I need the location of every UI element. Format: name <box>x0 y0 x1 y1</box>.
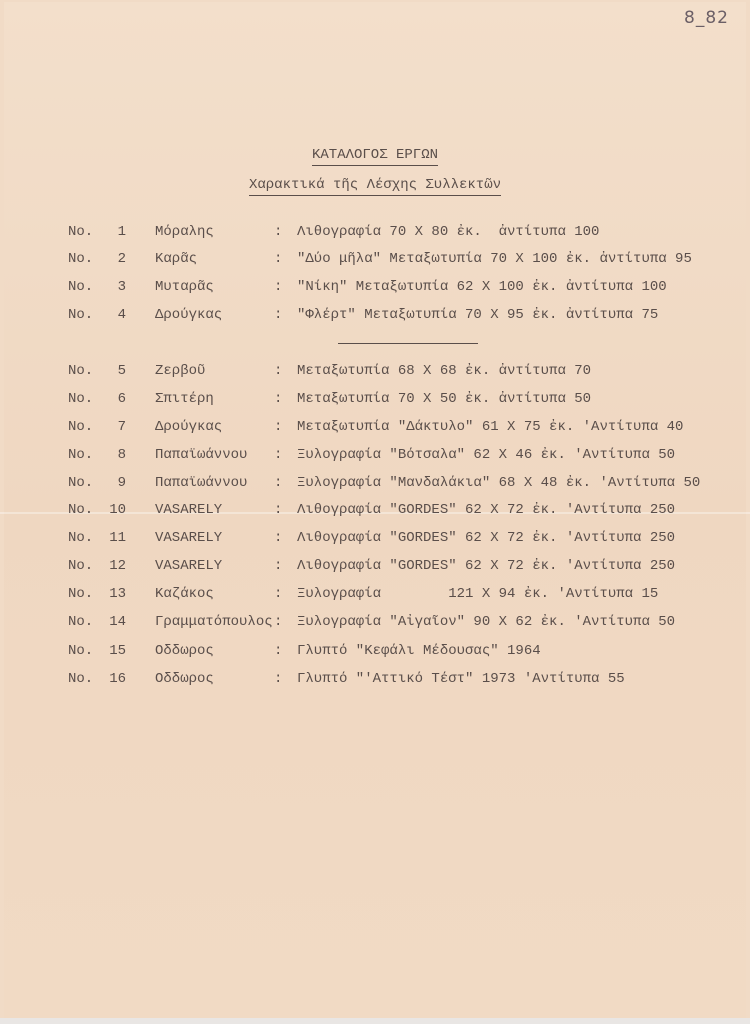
scan-edge <box>0 1018 750 1024</box>
work-description: Γλυπτό "Κεφάλι Μέδουσας" 1964 <box>297 643 541 659</box>
work-description: Λιθογραφία "GORDES" 62 X 72 ἐκ. 'Αντίτυπα 250 <box>297 558 676 574</box>
work-description: "Δύο μῆλα" Μεταξωτυπία 70 X 100 ἐκ. ἀντίτυπα 95 <box>297 251 692 267</box>
entry-number: 16 <box>109 671 126 687</box>
separator-colon: : <box>274 307 283 323</box>
entry-number: 7 <box>117 419 126 435</box>
catalog-entry <box>0 643 750 663</box>
separator-colon: : <box>274 558 283 574</box>
catalog-entry <box>0 614 750 634</box>
work-description: Ξυλογραφία "Βότσαλα" 62 X 46 ἐκ. 'Αντίτυπα 50 <box>297 447 676 463</box>
work-description: Μεταξωτυπία "Δάκτυλο" 61 X 75 ἐκ. 'Αντίτυπα 40 <box>297 419 684 435</box>
artist-name: Παπαϊωάννου <box>155 447 248 463</box>
catalog-entry <box>0 391 750 411</box>
entry-no-label: No. <box>68 307 94 323</box>
entry-number: 10 <box>109 502 126 518</box>
entry-no-label: No. <box>68 475 94 491</box>
catalog-entry <box>0 279 750 299</box>
entry-number: 12 <box>109 558 126 574</box>
artist-name: Παπαϊωάννου <box>155 475 248 491</box>
entry-number: 8 <box>117 447 126 463</box>
entry-number: 14 <box>109 614 126 630</box>
work-description: Ξυλογραφία "Μανδαλάκια" 68 X 48 ἐκ. 'Αντίτυπα 50 <box>297 475 701 491</box>
subtitle-text: Χαρακτικά τῆς Λέσχης Συλλεκτῶν <box>249 177 501 196</box>
work-description: Μεταξωτυπία 68 X 68 ἐκ. ἀντίτυπα 70 <box>297 363 592 379</box>
catalog-entry <box>0 224 750 244</box>
work-description: Μεταξωτυπία 70 X 50 ἐκ. ἀντίτυπα 50 <box>297 391 592 407</box>
entry-no-label: No. <box>68 391 94 407</box>
entry-number: 9 <box>117 475 126 491</box>
catalog-entry <box>0 307 750 327</box>
document-title <box>0 147 750 163</box>
catalog-entry <box>0 502 750 522</box>
separator-colon: : <box>274 363 283 379</box>
artist-name: Μόραλης <box>155 224 214 240</box>
separator-colon: : <box>274 502 283 518</box>
entry-number: 1 <box>117 224 126 240</box>
entry-number: 15 <box>109 643 126 659</box>
entry-no-label: No. <box>68 558 94 574</box>
entry-number: 11 <box>109 530 126 546</box>
entry-no-label: No. <box>68 530 94 546</box>
entry-no-label: No. <box>68 363 94 379</box>
entry-no-label: No. <box>68 502 94 518</box>
entry-number: 4 <box>117 307 126 323</box>
artist-name: Δρούγκας <box>155 307 223 323</box>
separator-colon: : <box>274 391 283 407</box>
catalog-entry <box>0 558 750 578</box>
artist-name: Οδδωρος <box>155 671 214 687</box>
artist-name: VASARELY <box>155 502 223 518</box>
entry-number: 3 <box>117 279 126 295</box>
section-divider <box>338 343 478 344</box>
separator-colon: : <box>274 224 283 240</box>
work-description: "Νίκη" Μεταξωτυπία 62 X 100 ἐκ. ἀντίτυπα 100 <box>297 279 667 295</box>
separator-colon: : <box>274 475 283 491</box>
artist-name: Μυταρᾶς <box>155 279 214 295</box>
entry-no-label: No. <box>68 671 94 687</box>
catalog-entry <box>0 671 750 691</box>
separator-colon: : <box>274 251 283 267</box>
separator-colon: : <box>274 586 283 602</box>
artist-name: Γραμματόπουλος <box>155 614 273 630</box>
work-description: Λιθογραφία "GORDES" 62 X 72 ἐκ. 'Αντίτυπα 250 <box>297 530 676 546</box>
artist-name: Οδδωρος <box>155 643 214 659</box>
separator-colon: : <box>274 279 283 295</box>
work-description: Λιθογραφία "GORDES" 62 X 72 ἐκ. 'Αντίτυπα 250 <box>297 502 676 518</box>
artist-name: Σπιτέρη <box>155 391 214 407</box>
handwritten-note: 8_82 <box>684 8 729 28</box>
separator-colon: : <box>274 643 283 659</box>
entry-no-label: No. <box>68 643 94 659</box>
work-description: Λιθογραφία 70 X 80 ἐκ. ἀντίτυπα 100 <box>297 224 600 240</box>
title-text: ΚΑΤΑΛΟΓΟΣ ΕΡΓΩΝ <box>312 147 438 166</box>
catalog-entry <box>0 475 750 495</box>
catalog-entry <box>0 419 750 439</box>
entry-no-label: No. <box>68 614 94 630</box>
entry-number: 13 <box>109 586 126 602</box>
entry-no-label: No. <box>68 447 94 463</box>
document-subtitle <box>0 177 750 193</box>
entry-no-label: No. <box>68 419 94 435</box>
catalog-entry <box>0 447 750 467</box>
separator-colon: : <box>274 614 283 630</box>
separator-colon: : <box>274 447 283 463</box>
artist-name: Καρᾶς <box>155 251 198 267</box>
artist-name: VASARELY <box>155 530 223 546</box>
separator-colon: : <box>274 671 283 687</box>
catalog-entry <box>0 363 750 383</box>
entry-no-label: No. <box>68 279 94 295</box>
entry-number: 2 <box>117 251 126 267</box>
separator-colon: : <box>274 530 283 546</box>
work-description: Ξυλογραφία "Αἰγαῖον" 90 X 62 ἐκ. 'Αντίτυπα 50 <box>297 614 676 630</box>
work-description: Ξυλογραφία 121 X 94 ἐκ. 'Αντίτυπα 15 <box>297 586 659 602</box>
catalog-entry <box>0 251 750 271</box>
entry-no-label: No. <box>68 224 94 240</box>
work-description: Γλυπτό "'Αττικό Τέστ" 1973 'Αντίτυπα 55 <box>297 671 625 687</box>
catalog-entry <box>0 586 750 606</box>
artist-name: VASARELY <box>155 558 223 574</box>
entry-number: 6 <box>117 391 126 407</box>
entry-no-label: No. <box>68 586 94 602</box>
artist-name: Ζερβοῦ <box>155 363 206 379</box>
artist-name: Δρούγκας <box>155 419 223 435</box>
catalog-entry <box>0 530 750 550</box>
entry-no-label: No. <box>68 251 94 267</box>
work-description: "Φλέρτ" Μεταξωτυπία 70 X 95 ἐκ. ἀντίτυπα 75 <box>297 307 659 323</box>
artist-name: Καζάκος <box>155 586 214 602</box>
separator-colon: : <box>274 419 283 435</box>
entry-number: 5 <box>117 363 126 379</box>
